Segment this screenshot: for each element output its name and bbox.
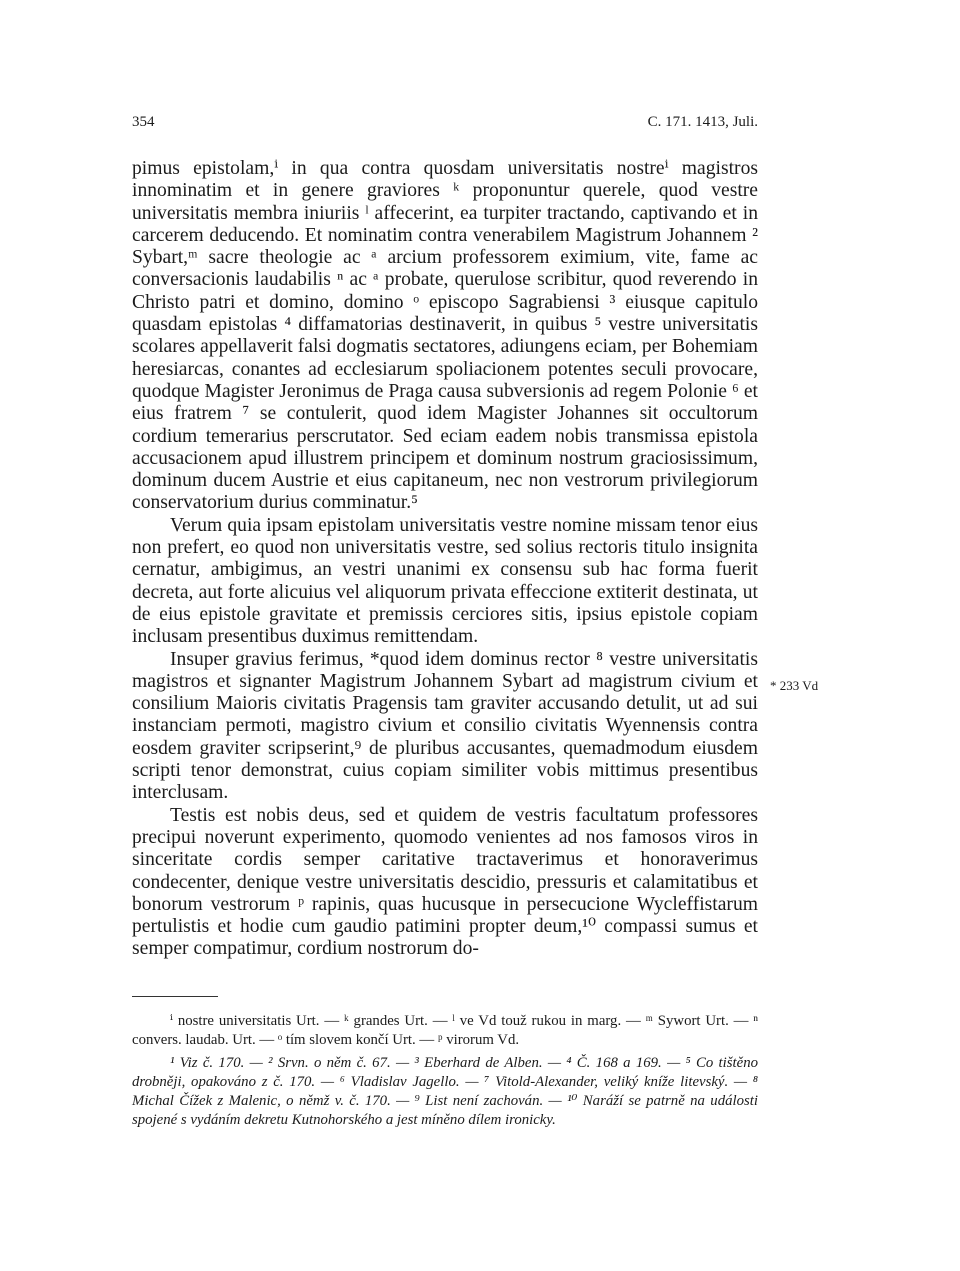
footnote-divider xyxy=(132,996,218,997)
running-head: C. 171. 1413, Juli. xyxy=(647,114,758,130)
main-text xyxy=(132,158,758,961)
footnotes-textual: ⁱ nostre universitatis Urt. — ᵏ grandes Urt. — ˡ ve Vd touž rukou in marg. — ᵐ Sywort Urt. — ⁿ convers. laudab. Urt. — ᵒ tím slovem končí Urt. — ᵖ virorum Vd. xyxy=(132,1013,758,1048)
footnotes xyxy=(132,1012,758,1130)
paragraph-2: Verum quia ipsam epistolam universitatis vestre nomine missam tenor eius non prefert, eo quod non universitatis vestre, sed solius rectoris titulo insignita cernatur, ambigimus, an vestri unanimi ex consensu sub hac forma fuerit decreta, aut forte alicuius vel aliquorum privata effeccione extiterit destinata, ut de eius epistole gravitate et premissis cerciores sitis, ipsius epistole copiam inclusam presentibus duximus remittendam. xyxy=(132,514,758,648)
paragraph-3: Insuper gravius ferimus, *quod idem dominus rector ⁸ vestre universitatis magistros et signanter Magistrum Johannem Sybart ad magistrum civium et consilium Maioris civitatis Pragensis tam graviter accusando detulit, ut ad sui instanciam permoti, magistro civium et consilio civitatis Wyennensis contra eosdem graviter scripserint,⁹ de pluribus accusantes, quemadmodum eiusdem scripti tenor demonstrat, cuius copiam similiter vobis mittimus presentibus interclusam. xyxy=(132,648,758,804)
page-number: 354 xyxy=(132,114,155,130)
paragraph-1: pimus epistolam,ⁱ in qua contra quosdam universitatis nostreⁱ magistros innominatim et in genere graviores ᵏ proponuntur querele, quod vestre universitatis membra iniuriis ˡ affecerint, ea turpiter tractando, captivando et in carcerem deducendo. Et nominatim contra venerabilem Magistrum Johannem ² Sybart,ᵐ sacre theologie ac ᵃ arcium professorem eximium, vite, fame ac conversacionis laudabilis ⁿ ac ᵃ probate, querulose scribitur, quod reverendo in Christo patri et domino, domino ᵒ episcopo Sagrabiensi ³ eiusque capitulo quasdam epistolas ⁴ diffamatorias destinaverit, in quibus ⁵ vestre universitatis scolares appellaverit falsi dogmatis sectatores, adiungens eciam, per Bohemiam heresiarcas, conantes ad ecclesiarum spoliacionem potentes seculi provocare, quodque Magister Jeronimus de Praga causa subversionis ad regem Polonie ⁶ et eius fratrem ⁷ se contulerit, quod idem Magister Johannes sit occultorum cordium temerarius perscrutator. Sed eciam eadem nobis transmissa epistola accusacionem apud illustrem principem et dominum nostrum graciosissimum, dominum ducem Austrie et eius capitaneum, nec non vestrorum privilegiorum conservatorium durius comminatur.⁵ xyxy=(132,158,758,514)
margin-note: * 233 Vd xyxy=(770,678,819,693)
footnotes-commentary: ¹ Viz č. 170. — ² Srvn. o něm č. 67. — ³ Eberhard de Alben. — ⁴ Č. 168 a 169. — ⁵ Co tištěno drobněji, opakováno z č. 170. — ⁶ Vladislav Jagello. — ⁷ Vitold-Alexander, veliký kníže litevský. — ⁸ Michal Čížek z Malenic, o němž v. č. 170. — ⁹ List není zachován. — ¹⁰ Naráží se patrně na události spojené s vydáním dekretu Kutnohorského a jest míněno dílem ironicky. xyxy=(132,1055,758,1128)
paragraph-4: Testis est nobis deus, sed et quidem de vestris facultatum professores precipui noverunt experimento, quomodo venientes ad nos famosos viros in sinceritate cordis semper caritative tractaverimus et honoraverimus condecenter, denique vestre universitatis descidio, pressuris et calamitatibus et bonorum vestrorum ᵖ rapinis, quas hucusque in persecucione Wycleffistarum pertulistis et hodie cum gaudio patimini propter deum,¹⁰ compassi sumus et semper compatimur, cordium nostrorum do- xyxy=(132,804,758,960)
page-header xyxy=(132,114,758,138)
